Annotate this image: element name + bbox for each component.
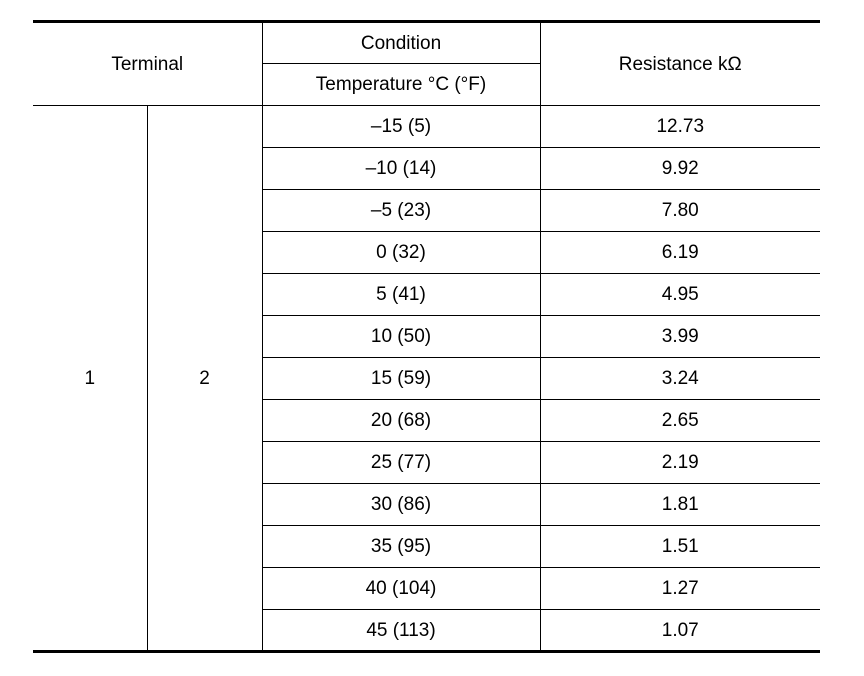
resistance-cell: 1.81 xyxy=(540,484,820,526)
temperature-cell: –15 (5) xyxy=(262,106,540,148)
resistance-cell: 7.80 xyxy=(540,190,820,232)
temperature-cell: 30 (86) xyxy=(262,484,540,526)
temperature-cell: –5 (23) xyxy=(262,190,540,232)
resistance-cell: 9.92 xyxy=(540,148,820,190)
temperature-header: Temperature °C (°F) xyxy=(262,64,540,106)
resistance-cell: 2.65 xyxy=(540,400,820,442)
terminal-2-cell: 2 xyxy=(147,106,262,652)
table-row xyxy=(33,106,820,148)
terminal-header: Terminal xyxy=(33,22,262,106)
condition-header: Condition xyxy=(262,22,540,64)
temperature-cell: 35 (95) xyxy=(262,526,540,568)
temperature-cell: 15 (59) xyxy=(262,358,540,400)
resistance-cell: 1.51 xyxy=(540,526,820,568)
header-row-1 xyxy=(33,22,820,64)
resistance-cell: 1.07 xyxy=(540,610,820,652)
temperature-cell: 10 (50) xyxy=(262,316,540,358)
resistance-header: Resistance kΩ xyxy=(540,22,820,106)
resistance-cell: 1.27 xyxy=(540,568,820,610)
temperature-cell: 40 (104) xyxy=(262,568,540,610)
temperature-cell: 25 (77) xyxy=(262,442,540,484)
temperature-cell: 45 (113) xyxy=(262,610,540,652)
temperature-cell: 0 (32) xyxy=(262,232,540,274)
terminal-1-cell: 1 xyxy=(33,106,147,652)
resistance-cell: 3.24 xyxy=(540,358,820,400)
temperature-cell: 5 (41) xyxy=(262,274,540,316)
resistance-cell: 3.99 xyxy=(540,316,820,358)
temperature-cell: 20 (68) xyxy=(262,400,540,442)
temperature-cell: –10 (14) xyxy=(262,148,540,190)
resistance-cell: 4.95 xyxy=(540,274,820,316)
resistance-cell: 2.19 xyxy=(540,442,820,484)
resistance-cell: 12.73 xyxy=(540,106,820,148)
resistance-spec-table xyxy=(33,20,820,653)
resistance-cell: 6.19 xyxy=(540,232,820,274)
